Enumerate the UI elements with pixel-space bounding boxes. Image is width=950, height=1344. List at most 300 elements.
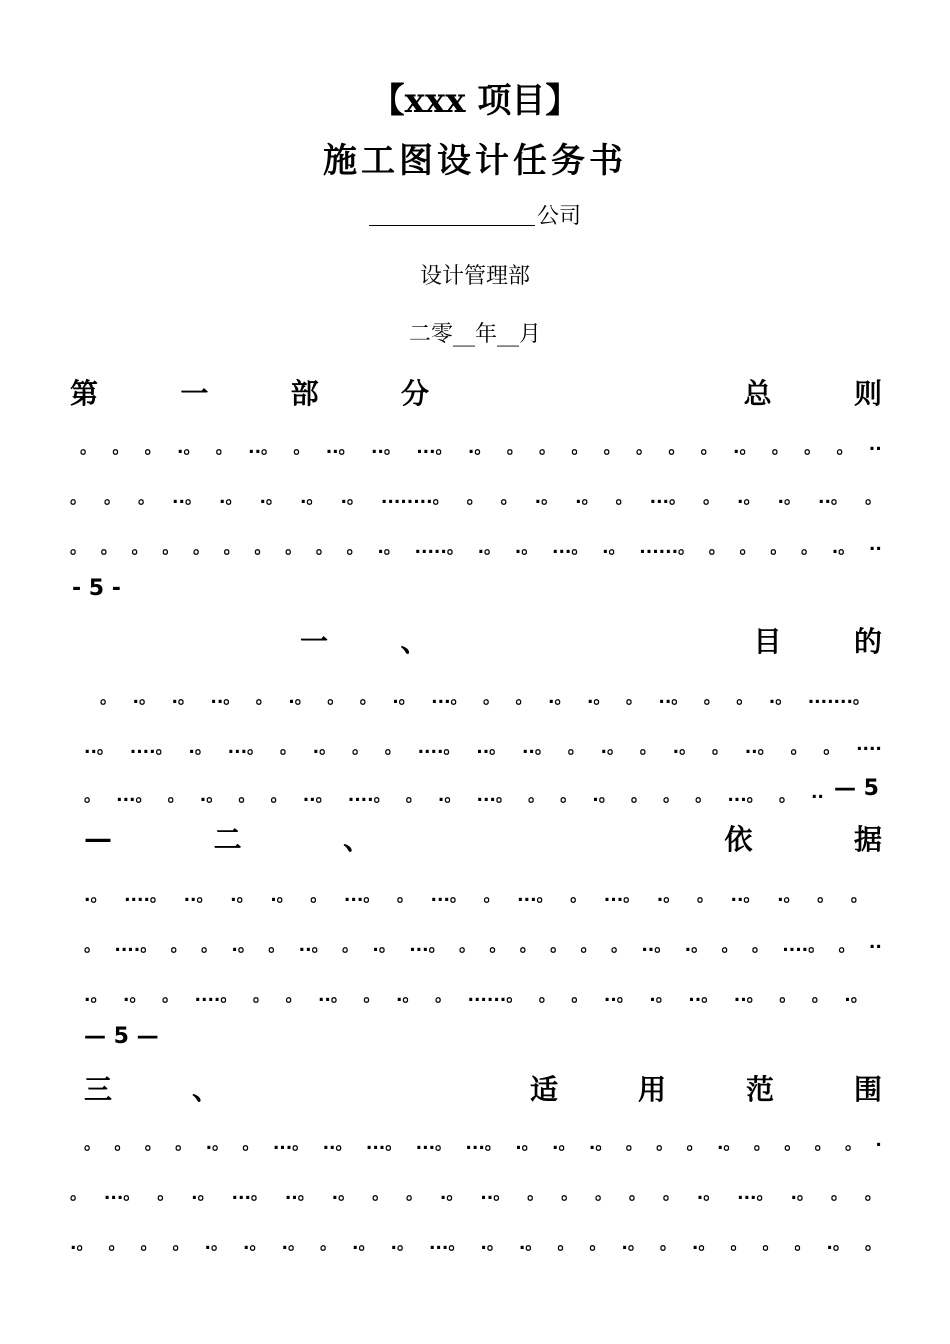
leader-dot-group: 。 bbox=[762, 1233, 780, 1254]
leader-dot-group: 。 bbox=[779, 985, 797, 1006]
leader-dot-group: 。 bbox=[570, 885, 588, 906]
leader-dot-group: ...。 bbox=[476, 785, 513, 806]
leader-dot-group: 。 bbox=[814, 1133, 832, 1154]
leader-dot-group: .。 bbox=[732, 437, 757, 458]
leader-dot-group: ....。 bbox=[129, 737, 173, 758]
leader-dot-group: 。 bbox=[790, 737, 808, 758]
leader-dot-group: .。 bbox=[672, 737, 697, 758]
leader-dot-group: 。 bbox=[172, 1233, 190, 1254]
leader-dot-group: .。 bbox=[199, 785, 224, 806]
leader-dot-group: 。 bbox=[252, 985, 270, 1006]
leader-dot-group: 。 bbox=[603, 437, 621, 458]
leader-dot-group: .. bbox=[810, 783, 824, 803]
leader-dot-group: 。 bbox=[346, 537, 364, 558]
leader-dot-group: .。 bbox=[188, 737, 212, 758]
leader-dot-group: . bbox=[875, 1131, 882, 1151]
heading-char: — bbox=[84, 821, 112, 855]
leader-dot-group: .。 bbox=[777, 487, 801, 508]
leader-dot-group: 。 bbox=[319, 1233, 337, 1254]
leader-dot-group: ...。 bbox=[517, 885, 554, 906]
leader-dot-group: 。 bbox=[506, 437, 524, 458]
leader-dot-group: 。 bbox=[372, 1183, 390, 1204]
leader-dot-group: ..。 bbox=[476, 737, 507, 758]
leader-dot-group: .。 bbox=[352, 1233, 376, 1254]
leader-dot-group: ...。 bbox=[430, 885, 467, 906]
leader-dot-group: 。 bbox=[580, 935, 598, 956]
leader-dot-group: 。 bbox=[711, 737, 729, 758]
leader-dot-group: .。 bbox=[691, 1233, 716, 1254]
leader-dot-group: .。 bbox=[331, 1183, 356, 1204]
leader-dot-group: ..。 bbox=[84, 737, 114, 758]
leader-dot-group: .。 bbox=[588, 1133, 613, 1154]
leader-dot-group: ..。 bbox=[210, 687, 241, 708]
heading-char: 分 bbox=[400, 377, 429, 410]
leader-dot-group: .。 bbox=[575, 487, 599, 508]
leader-dot-group: .。 bbox=[243, 1233, 267, 1254]
leader-dot-group: ....。 bbox=[194, 985, 238, 1006]
toc-heading-scope bbox=[84, 1068, 882, 1108]
leader-dot-group: ..。 bbox=[480, 1183, 511, 1204]
leader-dot-group: .。 bbox=[230, 885, 254, 906]
leader-dot-group: .。 bbox=[621, 1233, 645, 1254]
leader-dot-group: 。 bbox=[84, 1133, 101, 1154]
leader-dot-group: .。 bbox=[312, 737, 337, 758]
leader-dot-group: 。 bbox=[615, 487, 633, 508]
leader-dot-group: .......。 bbox=[807, 687, 870, 708]
leader-dot-group: 。 bbox=[864, 1183, 882, 1204]
leader-dot-group: 。 bbox=[396, 885, 414, 906]
heading-char: 、 bbox=[400, 625, 429, 658]
leader-dot-group: ...。 bbox=[551, 537, 589, 558]
leader-dot-group: 。 bbox=[144, 1133, 162, 1154]
leader-dot-group: 。 bbox=[639, 737, 657, 758]
toc-heading-part-1 bbox=[70, 372, 882, 412]
leader-dot-group: .。 bbox=[790, 1183, 814, 1204]
leader-dot-group: .。 bbox=[70, 1233, 94, 1254]
leader-dot-group: 。 bbox=[700, 437, 718, 458]
leader-dot-group: .。 bbox=[204, 1233, 228, 1254]
leader-dot-group: ...。 bbox=[365, 1133, 403, 1154]
leader-dot-group: 。 bbox=[538, 985, 556, 1006]
leader-dot-group: 。 bbox=[770, 537, 788, 558]
leader-dot-group: 。 bbox=[838, 935, 856, 956]
leader-dot-group: 。 bbox=[285, 985, 303, 1006]
leader-dot-group: ..。 bbox=[603, 985, 634, 1006]
leader-dot-group: .。 bbox=[649, 985, 673, 1006]
leader-dot-group: 。 bbox=[70, 487, 87, 508]
leader-dot-group: ....。 bbox=[782, 935, 826, 956]
leader-dot-group: ..。 bbox=[317, 985, 348, 1006]
leader-dot-group: 。 bbox=[636, 437, 653, 458]
heading-char: 的 bbox=[853, 625, 882, 658]
leader-dot-group: .。 bbox=[171, 687, 195, 708]
leader-dot-group: 。 bbox=[817, 885, 835, 906]
toc-leader-line bbox=[80, 430, 882, 460]
leader-dot-group: ...。 bbox=[409, 935, 446, 956]
leader-dot-group: .。 bbox=[132, 687, 156, 708]
leader-dot-group: ..。 bbox=[322, 1133, 353, 1154]
leader-dot-group: .。 bbox=[737, 487, 761, 508]
leader-dot-group: ...。 bbox=[737, 1183, 774, 1204]
leader-dot-group: 。 bbox=[589, 1233, 607, 1254]
leader-dot-group: .... bbox=[856, 735, 882, 755]
leader-dot-group: 。 bbox=[539, 437, 557, 458]
toc-leader-line bbox=[100, 680, 870, 710]
leader-dot-group: ...。 bbox=[231, 1183, 268, 1204]
leader-dot-group: ...。 bbox=[649, 487, 686, 508]
leader-dot-group: 。 bbox=[434, 985, 452, 1006]
heading-char: 则 bbox=[853, 377, 882, 410]
heading-char: 适 bbox=[529, 1073, 558, 1106]
leader-dot-group: .。 bbox=[552, 1133, 576, 1154]
leader-dot-group: 。 bbox=[630, 785, 648, 806]
leader-dot-group: .. bbox=[868, 535, 882, 555]
leader-dot-group: 。 bbox=[201, 935, 219, 956]
leader-dot-group: 。 bbox=[528, 785, 545, 806]
leader-dot-group: 。 bbox=[285, 537, 303, 558]
project-title: 【xxx 项目】 bbox=[370, 81, 580, 121]
leader-dot-group: 。 bbox=[315, 537, 333, 558]
leader-dot-group: ..。 bbox=[302, 785, 333, 806]
leader-dot-group: 。 bbox=[279, 737, 297, 758]
leader-dot-group: .。 bbox=[592, 785, 616, 806]
heading-char: 依 bbox=[724, 823, 753, 856]
leader-dot-group: 。 bbox=[138, 487, 156, 508]
leader-dot-group: 。 bbox=[753, 1133, 771, 1154]
toc-leader-line bbox=[84, 878, 868, 908]
leader-dot-group: 。 bbox=[515, 687, 533, 708]
leader-dot-group: 。 bbox=[84, 785, 101, 806]
heading-char: 围 bbox=[853, 1073, 882, 1106]
leader-dot-group: 。 bbox=[327, 687, 345, 708]
leader-dot-group: ...。 bbox=[227, 737, 265, 758]
leader-dot-group: 。 bbox=[242, 1133, 260, 1154]
leader-dot-group: 。 bbox=[483, 687, 501, 708]
leader-dot-group: .。 bbox=[831, 537, 856, 558]
leader-dot-group: 。 bbox=[405, 1183, 423, 1204]
leader-dot-group: 。 bbox=[483, 885, 501, 906]
leader-dot-group: 。 bbox=[557, 1233, 575, 1254]
date-line: 二零__年__月 bbox=[408, 322, 541, 347]
leader-dot-group: 。 bbox=[100, 537, 118, 558]
leader-dot-group: 。 bbox=[695, 785, 713, 806]
leader-dot-group: 。 bbox=[140, 1233, 158, 1254]
leader-dot-group: 。 bbox=[628, 1183, 646, 1204]
leader-dot-group: ..。 bbox=[521, 737, 552, 758]
leader-dot-group: 。 bbox=[668, 437, 686, 458]
toc-leader-line bbox=[84, 978, 868, 1008]
leader-dot-group: 。 bbox=[293, 437, 311, 458]
heading-char: 总 bbox=[743, 377, 772, 410]
leader-dot-group: 。 bbox=[341, 935, 359, 956]
leader-dot-group: 。 bbox=[708, 537, 726, 558]
leader-dot-group: .。 bbox=[467, 437, 492, 458]
leader-dot-group: ...。 bbox=[465, 1133, 502, 1154]
leader-dot-group: 。 bbox=[223, 537, 241, 558]
heading-char: 范 bbox=[745, 1073, 774, 1106]
leader-dot-group: ...。 bbox=[103, 1183, 141, 1204]
leader-dot-group: .。 bbox=[218, 487, 243, 508]
leader-dot-group: ..。 bbox=[298, 935, 329, 956]
leader-dot-group: .。 bbox=[437, 785, 462, 806]
leader-dot-group: 。 bbox=[519, 935, 537, 956]
leader-dot-group: 。 bbox=[268, 935, 286, 956]
leader-dot-group: 。 bbox=[162, 985, 179, 1006]
toc-leader-line bbox=[84, 1126, 882, 1156]
leader-dot-group: .。 bbox=[480, 1233, 504, 1254]
leader-dot-group: 。 bbox=[567, 737, 585, 758]
heading-char: 一 bbox=[180, 377, 209, 410]
leader-dot-group: .。 bbox=[281, 1233, 305, 1254]
leader-dot-group: .。 bbox=[176, 437, 201, 458]
leader-dot-group: ...。 bbox=[343, 885, 381, 906]
leader-dot-group: 。 bbox=[830, 1183, 848, 1204]
leader-dot-group: 。 bbox=[144, 437, 162, 458]
leader-dot-group: 。 bbox=[560, 785, 578, 806]
leader-dot-group: ........。 bbox=[380, 487, 450, 508]
leader-dot-group: ..。 bbox=[730, 885, 761, 906]
leader-dot-group: 。 bbox=[500, 487, 518, 508]
leader-dot-group: .。 bbox=[270, 885, 294, 906]
leader-dot-group: .。 bbox=[684, 935, 709, 956]
leader-dot-group: 。 bbox=[811, 985, 829, 1006]
leader-dot-group: 。 bbox=[108, 1233, 126, 1254]
leader-dot-group: 。 bbox=[663, 785, 681, 806]
leader-dot-group: 。 bbox=[771, 437, 789, 458]
leader-dot-group: .。 bbox=[768, 687, 793, 708]
heading-char: 二 bbox=[213, 823, 242, 856]
leader-dot-group: .。 bbox=[547, 687, 572, 708]
heading-char: 一 bbox=[300, 625, 329, 658]
leader-dot-group: 。 bbox=[100, 687, 117, 708]
leader-dot-group: ......。 bbox=[639, 537, 696, 558]
leader-dot-group: ...。 bbox=[431, 687, 468, 708]
leader-dot-group: 。 bbox=[489, 935, 507, 956]
leader-dot-group: .。 bbox=[514, 537, 539, 558]
leader-dot-group: 。 bbox=[656, 1133, 674, 1154]
leader-dot-group: ...。 bbox=[416, 437, 453, 458]
leader-dot-group: 。 bbox=[254, 537, 272, 558]
toc-page-number: — 5 bbox=[834, 776, 879, 801]
leader-dot-group: .。 bbox=[477, 537, 502, 558]
leader-dot-group: ..。 bbox=[248, 437, 279, 458]
leader-dot-group: .。 bbox=[205, 1133, 230, 1154]
leader-dot-group: 。 bbox=[310, 885, 328, 906]
leader-dot-group: 。 bbox=[458, 935, 476, 956]
leader-dot-group: ...。 bbox=[116, 785, 153, 806]
leader-dot-group: ..。 bbox=[658, 687, 689, 708]
department: 设计管理部 bbox=[419, 264, 530, 289]
toc-heading-basis bbox=[84, 818, 882, 858]
leader-dot-group: 。 bbox=[736, 687, 754, 708]
leader-dot-group: 。 bbox=[739, 537, 757, 558]
leader-dot-group: 。 bbox=[625, 1133, 643, 1154]
leader-dot-group: 。 bbox=[686, 1133, 704, 1154]
leader-dot-group: ....。 bbox=[114, 935, 158, 956]
leader-dot-group: 。 bbox=[864, 1233, 882, 1254]
leader-dot-group: .。 bbox=[777, 885, 801, 906]
company-name-blank bbox=[369, 205, 535, 226]
leader-dot-group: 。 bbox=[550, 935, 568, 956]
leader-dot-group: 。 bbox=[405, 785, 423, 806]
leader-dot-group: .。 bbox=[299, 487, 324, 508]
leader-dot-group: 。 bbox=[850, 885, 868, 906]
leader-dot-group: 。 bbox=[351, 737, 369, 758]
leader-dot-group: 。 bbox=[70, 537, 87, 558]
heading-char: 、 bbox=[343, 823, 372, 856]
toc-heading-purpose bbox=[300, 620, 882, 660]
leader-dot-group: 。 bbox=[864, 487, 882, 508]
leader-dot-group: 。 bbox=[527, 1183, 545, 1204]
leader-dot-group: 。 bbox=[112, 437, 130, 458]
leader-dot-group: .。 bbox=[439, 1183, 464, 1204]
leader-dot-group: 。 bbox=[571, 437, 589, 458]
leader-dot-group: 。 bbox=[238, 785, 256, 806]
leader-dot-group: 。 bbox=[70, 1183, 87, 1204]
leader-dot-group: .。 bbox=[518, 1233, 543, 1254]
leader-dot-group: .。 bbox=[656, 885, 681, 906]
leader-dot-group: .。 bbox=[826, 1233, 850, 1254]
leader-dot-group: 。 bbox=[844, 1133, 862, 1154]
leader-dot-group: 。 bbox=[625, 687, 643, 708]
leader-dot-group: .。 bbox=[602, 537, 626, 558]
leader-dot-group: 。 bbox=[561, 1183, 579, 1204]
leader-dot-group: .。 bbox=[259, 487, 283, 508]
leader-dot-group: 。 bbox=[571, 985, 589, 1006]
leader-dot-group: 。 bbox=[466, 487, 484, 508]
leader-dot-group: 。 bbox=[778, 785, 796, 806]
leader-dot-group: 。 bbox=[804, 437, 822, 458]
leader-dot-group: 。 bbox=[836, 437, 854, 458]
toc-leader-line bbox=[70, 1176, 882, 1206]
leader-dot-group: .。 bbox=[844, 985, 868, 1006]
leader-dot-group: 。 bbox=[131, 537, 149, 558]
leader-dot-group: 。 bbox=[157, 1183, 175, 1204]
toc-leader-line bbox=[84, 778, 824, 808]
toc-leader-line bbox=[70, 530, 882, 560]
leader-dot-group: .。 bbox=[340, 487, 364, 508]
toc-leader-line bbox=[84, 730, 882, 760]
company-suffix: 公司 bbox=[536, 204, 581, 229]
toc-page-number: — 5 — bbox=[84, 1024, 159, 1049]
heading-char: 、 bbox=[192, 1073, 221, 1106]
leader-dot-group: 。 bbox=[594, 1183, 612, 1204]
leader-dot-group: 。 bbox=[784, 1133, 802, 1154]
leader-dot-group: ...。 bbox=[727, 785, 764, 806]
leader-dot-group: ......。 bbox=[467, 985, 524, 1006]
leader-dot-group: .。 bbox=[395, 985, 420, 1006]
leader-dot-group: 。 bbox=[215, 437, 233, 458]
leader-dot-group: 。 bbox=[363, 985, 381, 1006]
leader-dot-group: .。 bbox=[534, 487, 559, 508]
leader-dot-group: ..。 bbox=[818, 487, 848, 508]
document-title: 施工图设计任务书 bbox=[323, 141, 627, 181]
leader-dot-group: ..。 bbox=[641, 935, 672, 956]
leader-dot-group: ....。 bbox=[124, 885, 167, 906]
leader-dot-group: .。 bbox=[288, 687, 312, 708]
leader-dot-group: 。 bbox=[175, 1133, 193, 1154]
toc-page-number: - 5 - bbox=[72, 576, 121, 601]
leader-dot-group: 。 bbox=[359, 687, 377, 708]
leader-dot-group: 。 bbox=[167, 785, 185, 806]
leader-dot-group: 。 bbox=[794, 1233, 812, 1254]
leader-dot-group: .。 bbox=[586, 687, 611, 708]
toc-leader-line bbox=[84, 928, 882, 958]
leader-dot-group: 。 bbox=[800, 537, 818, 558]
leader-dot-group: ..。 bbox=[172, 487, 202, 508]
leader-dot-group: 。 bbox=[659, 1233, 677, 1254]
leader-dot-group: ...。 bbox=[603, 885, 641, 906]
heading-char: 据 bbox=[853, 823, 882, 856]
leader-dot-group: 。 bbox=[823, 737, 841, 758]
heading-char: 目 bbox=[753, 625, 782, 658]
leader-dot-group: 。 bbox=[114, 1133, 132, 1154]
leader-dot-group: ...。 bbox=[272, 1133, 310, 1154]
leader-dot-group: 。 bbox=[255, 687, 273, 708]
leader-dot-group: 。 bbox=[721, 935, 739, 956]
leader-dot-group: .。 bbox=[231, 935, 255, 956]
heading-char: 用 bbox=[637, 1073, 666, 1106]
leader-dot-group: ..。 bbox=[370, 437, 401, 458]
leader-dot-group: .. bbox=[868, 933, 882, 953]
leader-dot-group: 。 bbox=[703, 687, 721, 708]
leader-dot-group: ....。 bbox=[417, 737, 461, 758]
heading-char: 部 bbox=[290, 377, 319, 410]
leader-dot-group: .。 bbox=[390, 1233, 414, 1254]
toc-leader-line bbox=[70, 1226, 882, 1256]
leader-dot-group: ..。 bbox=[688, 985, 719, 1006]
leader-dot-group: 。 bbox=[270, 785, 288, 806]
leader-dot-group: .. bbox=[868, 435, 882, 455]
leader-dot-group: 。 bbox=[104, 487, 122, 508]
leader-dot-group: .。 bbox=[123, 985, 147, 1006]
heading-char: 三 bbox=[84, 1073, 113, 1106]
leader-dot-group: 。 bbox=[162, 537, 180, 558]
leader-dot-group: 。 bbox=[730, 1233, 748, 1254]
leader-dot-group: 。 bbox=[751, 935, 769, 956]
leader-dot-group: 。 bbox=[84, 935, 101, 956]
leader-dot-group: .。 bbox=[84, 885, 108, 906]
leader-dot-group: ..。 bbox=[183, 885, 214, 906]
leader-dot-group: ...。 bbox=[428, 1233, 466, 1254]
leader-dot-group: .。 bbox=[600, 737, 624, 758]
leader-dot-group: .。 bbox=[191, 1183, 215, 1204]
company-line bbox=[0, 202, 950, 232]
leader-dot-group: .。 bbox=[716, 1133, 741, 1154]
leader-dot-group: 。 bbox=[80, 437, 97, 458]
leader-dot-group: .。 bbox=[392, 687, 416, 708]
heading-char: 第 bbox=[70, 377, 99, 410]
leader-dot-group: .。 bbox=[377, 537, 401, 558]
leader-dot-group: 。 bbox=[696, 885, 714, 906]
leader-dot-group: 。 bbox=[192, 537, 210, 558]
leader-dot-group: .。 bbox=[372, 935, 396, 956]
leader-dot-group: ..。 bbox=[284, 1183, 315, 1204]
leader-dot-group: ..。 bbox=[744, 737, 775, 758]
leader-dot-group: ..。 bbox=[325, 437, 356, 458]
leader-dot-group: ..。 bbox=[733, 985, 764, 1006]
leader-dot-group: ...。 bbox=[415, 1133, 453, 1154]
leader-dot-group: 。 bbox=[662, 1183, 680, 1204]
leader-dot-group: 。 bbox=[703, 487, 721, 508]
leader-dot-group: .。 bbox=[515, 1133, 539, 1154]
leader-dot-group: .。 bbox=[84, 985, 108, 1006]
leader-dot-group: .....。 bbox=[414, 537, 464, 558]
leader-dot-group: 。 bbox=[610, 935, 628, 956]
leader-dot-group: .。 bbox=[696, 1183, 721, 1204]
toc-leader-line bbox=[70, 480, 882, 510]
leader-dot-group: 。 bbox=[384, 737, 402, 758]
